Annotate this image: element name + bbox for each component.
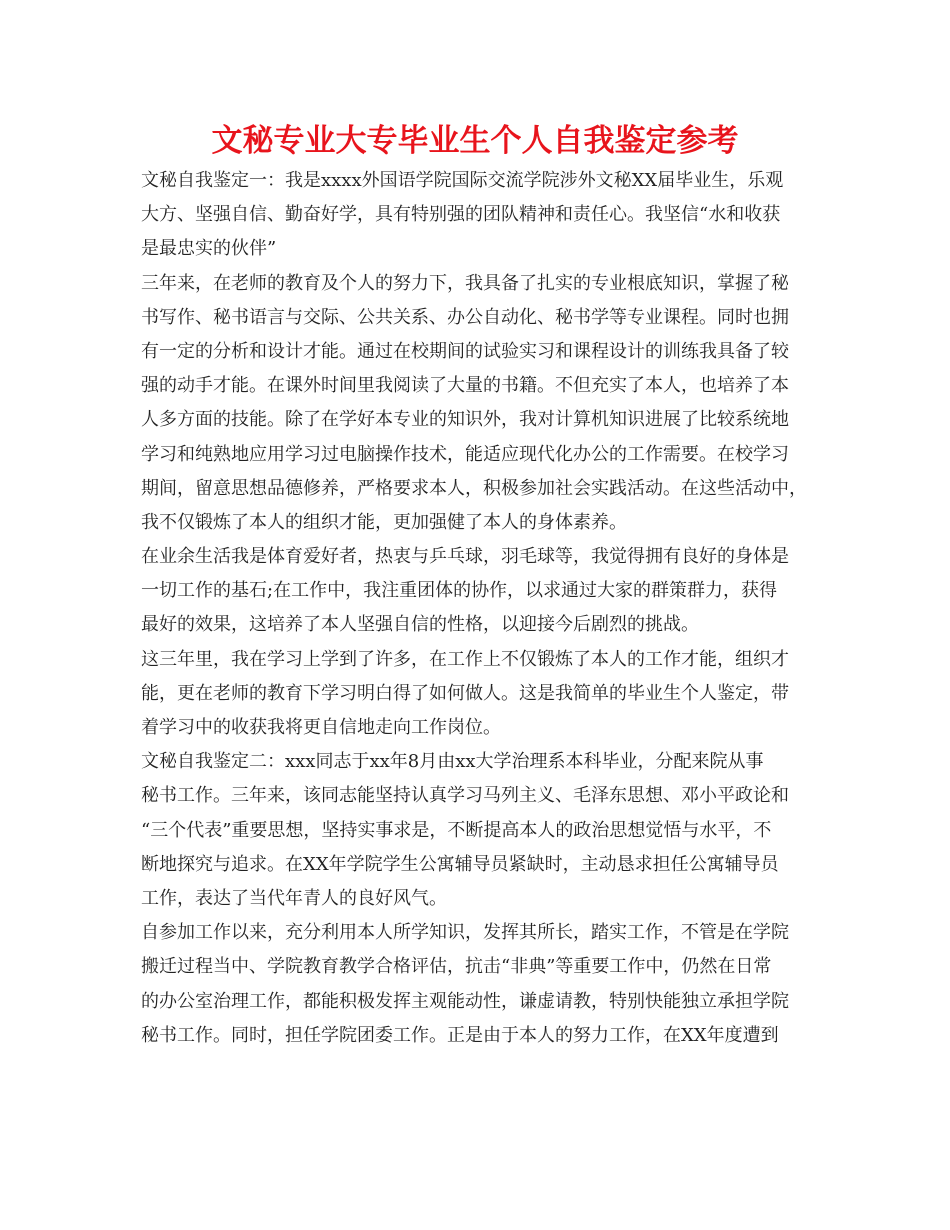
document-title: 文秘专业大专毕业生个人自我鉴定参考 — [211, 123, 739, 159]
body-line: “三个代表”重要思想，坚持实事求是，不断提高本人的政治思想觉悟与水平，不 — [141, 819, 772, 841]
body-line: 文秘自我鉴定二：xxx同志于xx年8月由xx大学治理系本科毕业，分配来院从事 — [141, 751, 764, 773]
body-line: 人多方面的技能。除了在学好本专业的知识外，我对计算机知识进展了比较系统地 — [141, 409, 789, 431]
body-line: 我不仅锻炼了本人的组织才能，更加强健了本人的身体素养。 — [141, 511, 627, 533]
body-line: 三年来，在老师的教育及个人的努力下，我具备了扎实的专业根底知识，掌握了秘 — [141, 272, 789, 294]
body-line: 有一定的分析和设计才能。通过在校期间的试验实习和课程设计的训练我具备了较 — [141, 340, 789, 362]
body-line: 着学习中的收获我将更自信地走向工作岗位。 — [141, 717, 501, 738]
body-line: 这三年里，我在学习上学到了许多，在工作上不仅锻炼了本人的工作才能，组织才 — [141, 648, 789, 670]
body-line: 大方、坚强自信、勤奋好学，具有特别强的团队精神和责任心。我坚信“水和收获 — [141, 204, 781, 226]
body-line: 秘书工作。三年来，该同志能坚持认真学习马列主义、毛泽东思想、邓小平政论和 — [141, 785, 789, 807]
body-line: 在业余生活我是体育爱好者，热衷与乒乓球，羽毛球等，我觉得拥有良好的身体是 — [141, 546, 789, 568]
body-line: 秘书工作。同时，担任学院团委工作。正是由于本人的努力工作，在XX年度遭到 — [141, 1024, 779, 1046]
body-line: 自参加工作以来，充分利用本人所学知识，发挥其所长，踏实工作，不管是在学院 — [141, 922, 789, 944]
body-line: 能，更在老师的教育下学习明白得了如何做人。这是我简单的毕业生个人鉴定，带 — [141, 682, 789, 704]
body-line: 搬迁过程当中、学院教育教学合格评估，抗击“非典”等重要工作中，仍然在日常 — [141, 956, 772, 978]
body-line: 书写作、秘书语言与交际、公共关系、办公自动化、秘书学等专业课程。同时也拥 — [141, 306, 789, 328]
body-line: 的办公室治理工作，都能积极发挥主观能动性，谦虚请教，特别快能独立承担学院 — [141, 990, 789, 1012]
body-line: 一切工作的基石;在工作中，我注重团体的协作，以求通过大家的群策群力，获得 — [141, 580, 778, 602]
body-line: 工作，表达了当代年青人的良好风气。 — [141, 887, 447, 909]
body-line: 期间，留意思想品德修养，严格要求本人，积极参加社会实践活动。在这些活动中， — [141, 477, 807, 499]
body-line: 强的动手才能。在课外时间里我阅读了大量的书籍。不但充实了本人，也培养了本 — [141, 375, 789, 397]
body-line: 最好的效果，这培养了本人坚强自信的性格，以迎接今后剧烈的挑战。 — [141, 614, 699, 636]
body-line: 断地探究与追求。在XX年学院学生公寓辅导员紧缺时，主动恳求担任公寓辅导员 — [141, 853, 779, 875]
body-line: 学习和纯熟地应用学习过电脑操作技术，能适应现代化办公的工作需要。在校学习 — [141, 443, 789, 465]
document-body — [141, 164, 831, 1053]
body-line: 文秘自我鉴定一：我是xxxx外国语学院国际交流学院涉外文秘XX届毕业生，乐观 — [141, 170, 784, 191]
body-line: 是最忠实的伙伴” — [141, 238, 277, 260]
